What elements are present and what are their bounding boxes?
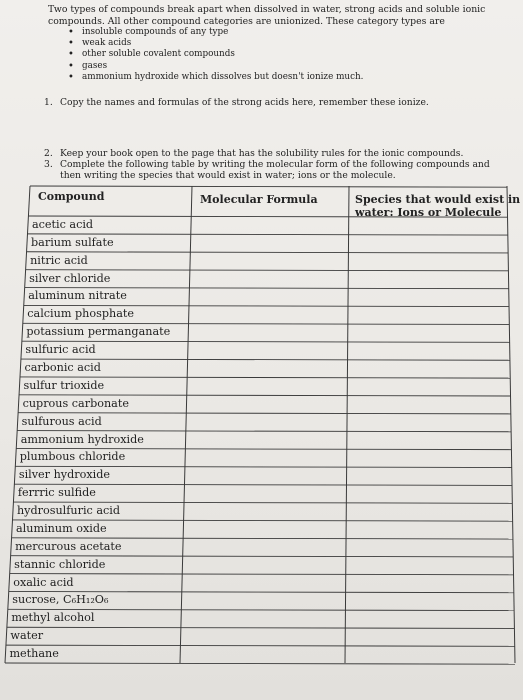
species-cell[interactable] xyxy=(350,342,508,358)
species-cell[interactable] xyxy=(349,414,509,430)
table-row-compound: potassium permanganate xyxy=(26,325,171,339)
molecular-formula-cell[interactable] xyxy=(190,324,345,340)
grid-line xyxy=(5,663,515,664)
table-row-compound: sulfuric acid xyxy=(25,343,96,357)
table-row-compound: sucrose, C₆H₁₂O₆ xyxy=(12,593,109,607)
table-row-compound: aluminum oxide xyxy=(16,521,107,535)
question-text-cont: then writing the species that would exist in water; ions or the molecule. xyxy=(60,170,396,181)
molecular-formula-cell[interactable] xyxy=(183,610,343,626)
species-cell[interactable] xyxy=(349,467,510,483)
molecular-formula-cell[interactable] xyxy=(190,342,346,358)
species-cell[interactable] xyxy=(349,432,509,448)
question-number: 2. xyxy=(44,148,53,159)
molecular-formula-cell[interactable] xyxy=(189,360,345,376)
category-item: • gases xyxy=(68,61,363,72)
table-row-compound: silver hydroxide xyxy=(18,468,111,482)
category-item: • ammonium hydroxide which dissolves but doesn't ionize much. xyxy=(68,72,363,83)
molecular-formula-cell[interactable] xyxy=(184,575,344,591)
species-cell[interactable] xyxy=(350,324,508,340)
species-cell[interactable] xyxy=(348,539,511,555)
table-row-compound: ammonium hydroxide xyxy=(20,432,144,446)
species-cell[interactable] xyxy=(349,378,508,394)
molecular-formula-cell[interactable] xyxy=(192,253,346,269)
molecular-formula-cell[interactable] xyxy=(189,378,345,394)
table-row-compound: carbonic acid xyxy=(24,360,101,374)
table-row-compound: acetic acid xyxy=(31,217,94,231)
molecular-formula-cell[interactable] xyxy=(182,646,343,662)
question-number: 1. xyxy=(44,97,53,108)
molecular-formula-cell[interactable] xyxy=(185,521,344,537)
header-species-line-2: water: Ions or Molecule xyxy=(355,206,502,219)
table-row-compound: hydrosulfuric acid xyxy=(16,504,121,518)
table-row-compound: nitric acid xyxy=(30,253,88,267)
table-row-compound: sulfur trioxide xyxy=(23,378,105,392)
species-cell[interactable] xyxy=(348,521,511,537)
table-row-compound: methyl alcohol xyxy=(11,611,95,625)
molecular-formula-cell[interactable] xyxy=(184,592,344,608)
table-row-compound: calcium phosphate xyxy=(27,307,134,321)
species-cell[interactable] xyxy=(348,503,510,519)
molecular-formula-cell[interactable] xyxy=(184,557,343,573)
table-row-compound: stannic chloride xyxy=(14,557,106,571)
category-item: • weak acids xyxy=(68,38,363,49)
species-cell[interactable] xyxy=(349,449,510,465)
molecular-formula-cell[interactable] xyxy=(189,396,346,412)
question-text: Copy the names and formulas of the strong acids here, remember these ionize. xyxy=(60,97,429,108)
molecular-formula-cell[interactable] xyxy=(193,235,347,251)
species-cell[interactable] xyxy=(350,306,507,322)
species-cell[interactable] xyxy=(351,217,506,233)
intro-line-1: Two types of compounds break apart when dissolved in water, strong acids and soluble ionic xyxy=(48,4,486,15)
table-row-compound: plumbous chloride xyxy=(19,450,126,464)
table-row-compound: aluminum nitrate xyxy=(28,289,127,303)
molecular-formula-cell[interactable] xyxy=(188,432,345,448)
species-cell[interactable] xyxy=(350,289,507,305)
species-cell[interactable] xyxy=(350,253,506,269)
table-row-compound: methane xyxy=(9,647,59,661)
header-species-line-1: Species that would exist in xyxy=(355,193,521,206)
table-row-compound: mercurous acetate xyxy=(15,539,122,553)
grid-line xyxy=(30,186,507,187)
question-text: Complete the following table by writing the molecular form of the following compounds and xyxy=(60,159,490,170)
category-item: • insoluble compounds of any type xyxy=(68,27,363,38)
molecular-formula-cell[interactable] xyxy=(186,485,344,501)
table-row-compound: water xyxy=(10,629,44,643)
molecular-formula-cell[interactable] xyxy=(191,306,346,322)
species-cell[interactable] xyxy=(348,592,512,608)
table-row-compound: barium sulfate xyxy=(31,235,114,249)
question-text: Keep your book open to the page that has the solubility rules for the ionic compounds. xyxy=(60,148,464,159)
molecular-formula-cell[interactable] xyxy=(192,271,347,287)
question-number: 3. xyxy=(44,159,53,170)
molecular-formula-cell[interactable] xyxy=(191,289,346,305)
species-cell[interactable] xyxy=(349,396,508,412)
table-row-compound: silver chloride xyxy=(29,271,111,285)
molecular-formula-cell[interactable] xyxy=(193,217,347,233)
molecular-formula-cell[interactable] xyxy=(188,414,345,430)
category-item: • other soluble covalent compounds xyxy=(68,49,363,60)
species-cell[interactable] xyxy=(347,610,512,626)
species-cell[interactable] xyxy=(347,628,512,644)
intro-line-2: compounds. All other compound categories are unionized. These category types are xyxy=(48,15,445,27)
table-row-compound: oxalic acid xyxy=(13,575,74,589)
molecular-formula-cell[interactable] xyxy=(187,449,345,465)
molecular-formula-cell[interactable] xyxy=(183,628,344,644)
table-row-compound: sulfurous acid xyxy=(21,414,102,428)
species-cell[interactable] xyxy=(348,557,512,573)
table-row-compound: ferrric sulfide xyxy=(17,486,96,500)
molecular-formula-cell[interactable] xyxy=(185,539,344,555)
molecular-formula-cell[interactable] xyxy=(186,503,344,519)
species-cell[interactable] xyxy=(349,360,508,376)
species-cell[interactable] xyxy=(348,575,512,591)
species-cell[interactable] xyxy=(350,271,506,287)
species-cell[interactable] xyxy=(348,485,510,501)
species-cell[interactable] xyxy=(351,235,506,251)
header-species xyxy=(355,193,520,219)
molecular-formula-cell[interactable] xyxy=(187,467,345,483)
header-molecular-formula: Molecular Formula xyxy=(200,193,318,206)
species-cell[interactable] xyxy=(347,646,513,662)
table-row-compound: cuprous carbonate xyxy=(22,396,129,410)
header-compound: Compound xyxy=(38,190,105,203)
